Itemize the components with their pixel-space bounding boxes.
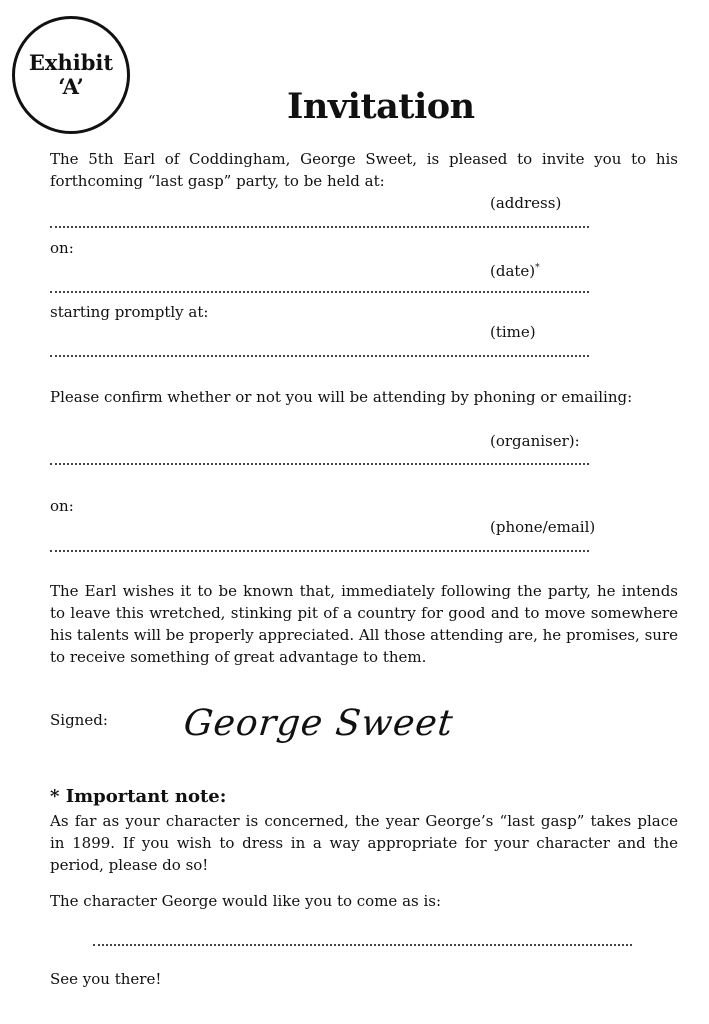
on2-label: on: xyxy=(50,497,74,515)
starting-label: starting promptly at: xyxy=(50,303,209,321)
exhibit-line2: ‘A’ xyxy=(58,74,84,99)
closing-text: See you there! xyxy=(50,970,162,988)
on-label: on: xyxy=(50,239,74,257)
date-asterisk: * xyxy=(535,263,540,273)
intro-paragraph: The 5th Earl of Coddingham, George Sweet, is pleased to invite you to his forthcoming “last gasp” party, to be held at: xyxy=(50,150,678,190)
organiser-line[interactable] xyxy=(50,463,589,465)
address-hint: (address) xyxy=(490,194,562,212)
page-title: Invitation xyxy=(287,86,475,127)
contact-line[interactable] xyxy=(50,550,589,552)
exhibit-line1: Exhibit xyxy=(28,50,114,75)
time-line[interactable] xyxy=(50,355,589,357)
note-paragraph: As far as your character is concerned, the year George’s “last gasp” takes place in 1899. If you wish to dress in a way appropriate for your character and the period, please do so! xyxy=(50,812,678,874)
come-as-text: The character George would like you to come as is: xyxy=(50,892,442,910)
important-note-heading: * Important note: xyxy=(50,786,227,807)
time-hint: (time) xyxy=(490,323,536,341)
signed-label: Signed: xyxy=(50,711,108,729)
organiser-hint: (organiser): xyxy=(490,432,580,450)
address-line[interactable] xyxy=(50,226,589,228)
signature: George Sweet xyxy=(181,703,456,744)
come-as-line[interactable] xyxy=(93,944,632,946)
date-line[interactable] xyxy=(50,291,589,293)
date-hint: (date)* xyxy=(490,262,540,280)
note-asterisk: * xyxy=(50,786,60,807)
contact-hint: (phone/email) xyxy=(490,518,596,536)
earl-paragraph: The Earl wishes it to be known that, immediately following the party, he intends to leave this wretched, stinking pit of a country for good and to move somewhere his talents will be properly appreciated. All those attending are, he promises, sure to receive something of great advantage to them. xyxy=(50,582,678,666)
confirm-text: Please confirm whether or not you will be attending by phoning or emailing: xyxy=(50,388,633,406)
exhibit-stamp xyxy=(12,16,130,134)
